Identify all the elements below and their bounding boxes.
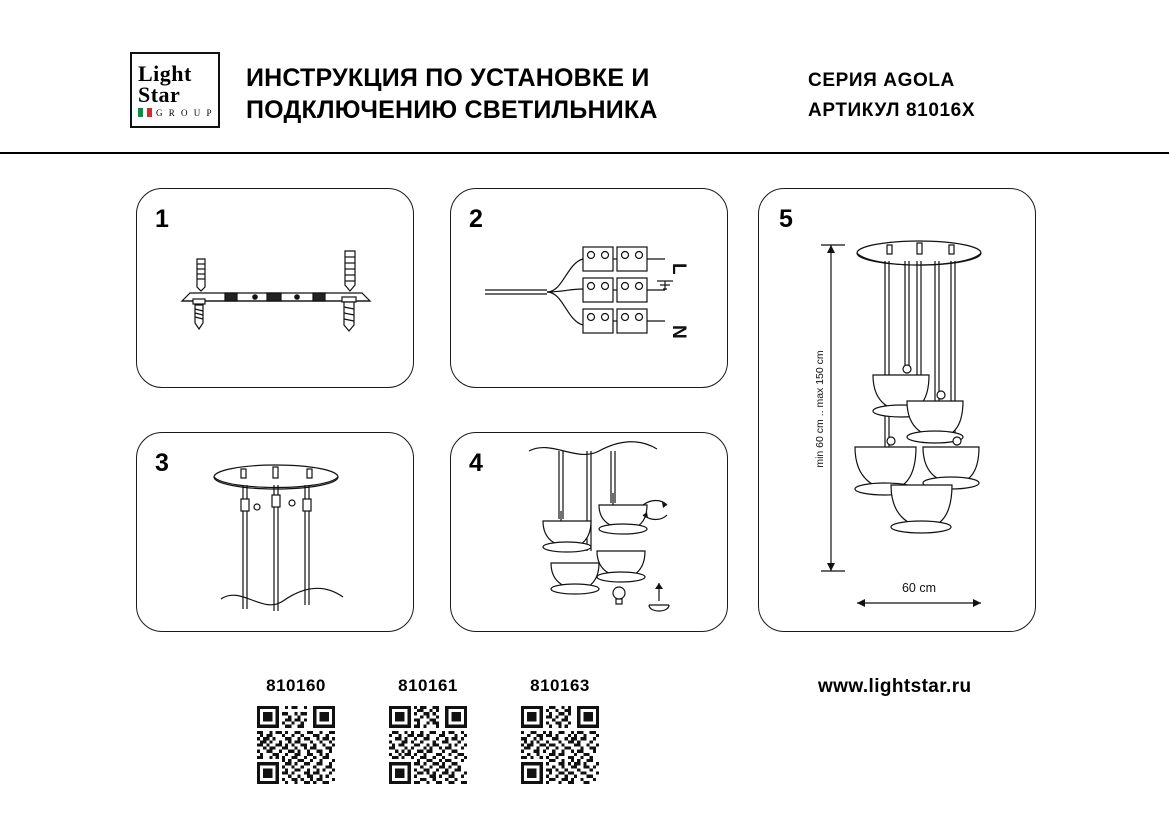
logo-group-row [138,108,218,118]
logo-group-label: G R O U P [156,107,214,118]
panel-step-5 [758,188,1036,632]
product-code-2 [512,676,608,784]
qr-code-icon [389,706,467,784]
product-code-0 [248,676,344,784]
panel-5-number: 5 [779,205,793,233]
panel-1-illustration [137,189,415,389]
italy-flag-icon [138,108,152,117]
series-label: СЕРИЯ AGOLA [808,70,955,91]
terminal-label-l: L [668,263,689,275]
product-code-label: 810161 [398,676,458,695]
qr-code-icon [257,706,335,784]
panel-step-1 [136,188,414,388]
panel-5-illustration [759,189,1037,633]
panel-3-illustration [137,433,415,633]
width-dimension-label: 60 cm [901,581,937,595]
panel-step-4 [450,432,728,632]
header-divider [0,152,1169,154]
logo-line-2: Star [138,81,181,107]
lightstar-logo [130,52,220,128]
panel-step-3 [136,432,414,632]
panel-3-number: 3 [155,449,169,477]
terminal-label-n: N [668,325,689,339]
series-info [808,66,1108,126]
page-title: ИНСТРУКЦИЯ ПО УСТАНОВКЕ И ПОДКЛЮЧЕНИЮ СВЕТИЛЬНИКА [246,64,658,124]
panel-4-illustration [451,433,729,633]
qr-code-icon [521,706,599,784]
height-dimension-label: min 60 cm .. max 150 cm [814,350,826,468]
website-url[interactable]: www.lightstar.ru [818,676,972,697]
panel-4-number: 4 [469,449,483,477]
product-code-1 [380,676,476,784]
product-code-label: 810163 [530,676,590,695]
panel-2-number: 2 [469,205,483,233]
product-code-label: 810160 [266,676,326,695]
panel-2-illustration [451,189,729,389]
panel-step-2 [450,188,728,388]
panel-1-number: 1 [155,205,169,233]
article-label: АРТИКУЛ 81016X [808,100,976,121]
logo-line-1: Light [138,60,192,86]
